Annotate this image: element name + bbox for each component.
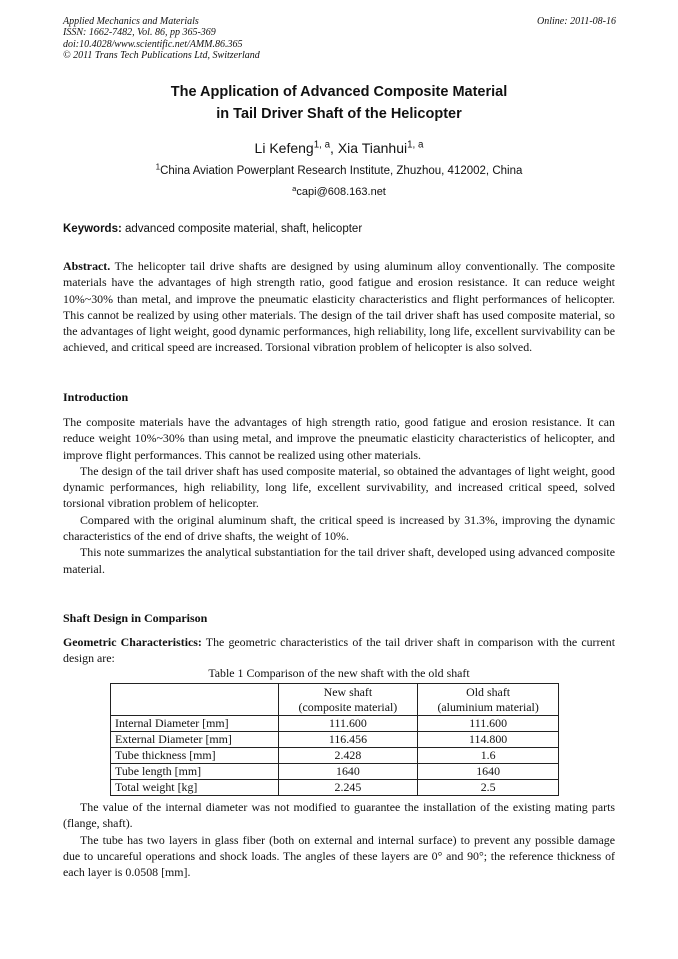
- row-old-value: 1640: [418, 764, 559, 780]
- table-row: [111, 732, 559, 748]
- table-caption: Table 1 Comparison of the new shaft with the old shaft: [208, 666, 470, 680]
- post-table-paragraph-1: The value of the internal diameter was not modified to guarantee the installation of the existing mating parts (flange, shaft).: [63, 800, 615, 831]
- table-header-empty: [111, 684, 279, 716]
- row-old-value: 1.6: [418, 748, 559, 764]
- row-label: Internal Diameter [mm]: [111, 716, 279, 732]
- author-email: [0, 184, 678, 200]
- keywords: [63, 221, 615, 237]
- doi-line: doi:10.4028/www.scientific.net/AMM.86.365: [63, 38, 243, 50]
- title-line-2: in Tail Driver Shaft of the Helicopter: [216, 106, 462, 122]
- email-mark: a: [292, 183, 297, 193]
- post-table-text: [63, 799, 615, 880]
- table-header-new: [278, 684, 418, 716]
- journal-header: [63, 16, 260, 61]
- geometric-label: Geometric Characteristics:: [63, 635, 202, 649]
- row-old-value: 111.600: [418, 716, 559, 732]
- header-old-line-1: Old shaft: [466, 684, 511, 699]
- author-1: Li Kefeng: [254, 140, 314, 156]
- row-label: External Diameter [mm]: [111, 732, 279, 748]
- intro-paragraph-3: Compared with the original aluminum shaft, the critical speed is increased by 31.3%, improving the dynamic characteristics of the end of drive shafts, the weight of 10%.: [63, 512, 615, 544]
- intro-paragraph-4: This note summarizes the analytical substantiation for the tail driver shaft, developed using advanced composite material.: [63, 545, 615, 576]
- author-1-affil: 1, a: [313, 139, 331, 151]
- keywords-label: Keywords:: [63, 223, 122, 235]
- email-link[interactable]: capi@608.163.net: [296, 186, 386, 198]
- comparison-table: [110, 683, 559, 796]
- header-new-line-1: New shaft: [323, 684, 373, 699]
- row-new-value: 1640: [278, 764, 418, 780]
- copyright-line: © 2011 Trans Tech Publications Ltd, Switzerland: [63, 49, 260, 61]
- header-old-line-2: (aluminium material): [437, 699, 539, 714]
- header-new-line-2: (composite material): [298, 699, 398, 714]
- geometric-text: The geometric characteristics of the tail driver shaft in comparison with the current design are:: [63, 635, 615, 666]
- table-header-old: [418, 684, 559, 716]
- geometric-characteristics: [63, 634, 615, 667]
- row-label: Total weight [kg]: [111, 780, 279, 796]
- journal-name: Applied Mechanics and Materials: [63, 16, 199, 27]
- affiliation: [0, 163, 678, 179]
- row-new-value: 2.428: [278, 748, 418, 764]
- author-list: [0, 139, 678, 157]
- author-separator: ,: [330, 140, 338, 156]
- row-label: Tube thickness [mm]: [111, 748, 279, 764]
- abstract-text: The helicopter tail drive shafts are designed by using aluminum alloy conventionally. The composite materials have the advantages of high strength ratio, good fatigue and erosion resistance. It can reduce weight 10%~30% than metal, and improve the pneumatic elasticity characteristics and flight performances of helicopter. This cannot be realized by using other materials. The design of the tail driver shaft has used composite material, so the advantages of light weight, good dynamic performances, high reliability, long life, excellent survivability can be achieved, and critical speed are increased. Torsional vibration problem of helicopter is also solved.: [63, 259, 615, 355]
- row-new-value: 116.456: [278, 732, 418, 748]
- issn-line: ISSN: 1662-7482, Vol. 86, pp 365-369: [63, 27, 216, 39]
- abstract: [63, 258, 615, 356]
- author-2: Xia Tianhui: [337, 140, 408, 156]
- table-row: [111, 764, 559, 780]
- affiliation-mark: 1: [155, 162, 161, 172]
- online-date: Online: 2011-08-16: [537, 16, 616, 27]
- abstract-label: Abstract.: [63, 259, 111, 273]
- row-old-value: 2.5: [418, 780, 559, 796]
- title-line-1: The Application of Advanced Composite Material: [170, 84, 508, 100]
- table-row: [111, 716, 559, 732]
- row-new-value: 2.245: [278, 780, 418, 796]
- table-row: [111, 748, 559, 764]
- table-header-row: [111, 684, 559, 716]
- intro-paragraph-2: The design of the tail driver shaft has used composite material, so obtained the advantages of light weight, good dynamic performances, high reliability, long life, excellent survivability, and increased critical speed, solved torsional vibration problem of helicopter.: [63, 463, 615, 511]
- introduction-heading: Introduction: [63, 390, 129, 404]
- paper-title: [0, 81, 678, 125]
- keywords-text: advanced composite material, shaft, helicopter: [121, 223, 363, 235]
- shaft-design-heading: Shaft Design in Comparison: [63, 611, 208, 625]
- post-table-paragraph-2: The tube has two layers in glass fiber (both on external and internal surface) to prevent any possible damage due to uncareful operations and shock loads. The angles of these layers are 0° and 90°; the reference thickness of each layer is 0.0508 [mm].: [63, 832, 615, 880]
- row-old-value: 114.800: [418, 732, 559, 748]
- table-row: [111, 780, 559, 796]
- intro-paragraph-1: The composite materials have the advantages of high strength ratio, good fatigue and erosion resistance. It can reduce weight 10%~30% than using metal, and improve the pneumatic elasticity characteristics of helicopter, and improve flight performances. This cannot be realized using other materials.: [63, 415, 615, 462]
- author-2-affil: 1, a: [407, 139, 424, 151]
- row-new-value: 111.600: [278, 716, 418, 732]
- row-label: Tube length [mm]: [111, 764, 279, 780]
- affiliation-text: China Aviation Powerplant Research Institute, Zhuzhou, 412002, China: [160, 165, 523, 177]
- introduction-body: [63, 414, 615, 577]
